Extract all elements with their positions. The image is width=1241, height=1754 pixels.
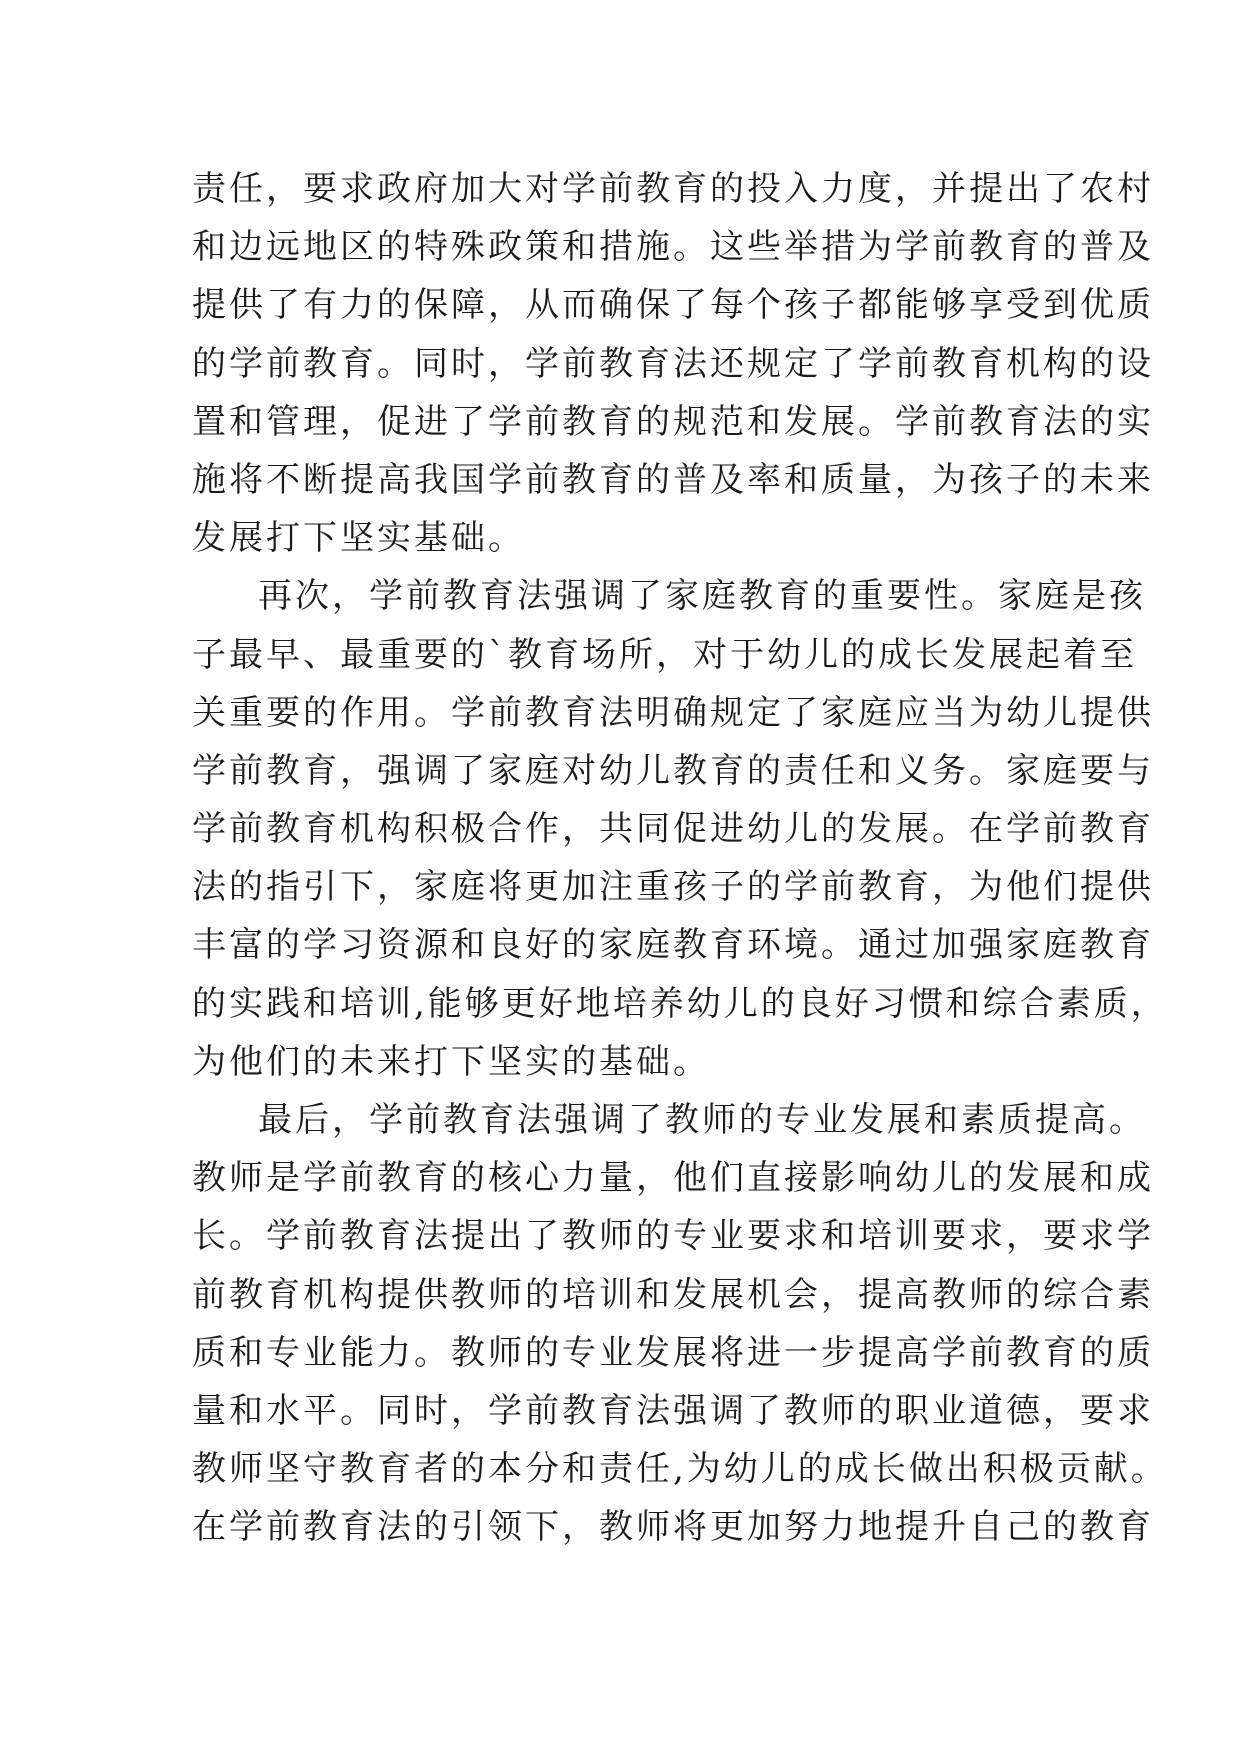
text-line: 前教育机构提供教师的培训和发展机会，提高教师的综合素: [192, 1274, 1154, 1315]
text-line: 发展打下坚实基础。: [192, 518, 525, 559]
text-line: 质和专业能力。教师的专业发展将进一步提高学前教育的质: [192, 1332, 1154, 1373]
text-line: 丰富的学习资源和良好的家庭教育环境。通过加强家庭教育: [192, 925, 1154, 966]
text-line: 学前教育机构积极合作，共同促进幼儿的发展。在学前教育: [192, 809, 1154, 850]
text-line: 关重要的作用。学前教育法明确规定了家庭应当为幼儿提供: [192, 692, 1154, 733]
text-line: 教师是学前教育的核心力量，他们直接影响幼儿的发展和成: [192, 1158, 1154, 1199]
text-line: 的学前教育。同时，学前教育法还规定了学前教育机构的设: [192, 343, 1154, 384]
paragraph-first-line: 再次，学前教育法强调了家庭教育的重要性。家庭是孩: [258, 576, 1146, 617]
text-line: 施将不断提高我国学前教育的普及率和质量，为孩子的未来: [192, 459, 1154, 500]
document-body: [192, 160, 1168, 1557]
text-line: 提供了有力的保障，从而确保了每个孩子都能够享受到优质: [192, 285, 1154, 326]
text-line: 长。学前教育法提出了教师的专业要求和培训要求，要求学: [192, 1216, 1154, 1257]
text-line: 在学前教育法的引领下，教师将更加努力地提升自己的教育: [192, 1507, 1154, 1548]
text-line: 责任，要求政府加大对学前教育的投入力度，并提出了农村: [192, 169, 1154, 209]
text-line: 法的指引下，家庭将更加注重孩子的学前教育，为他们提供: [192, 867, 1154, 908]
text-line: 量和水平。同时，学前教育法强调了教师的职业道德，要求: [192, 1390, 1154, 1431]
text-line: 为他们的未来打下坚实的基础。: [192, 1041, 710, 1082]
text-line: 子最早、最重要的`教育场所，对于幼儿的成长发展起着至: [192, 634, 1137, 675]
text-line: 和边远地区的特殊政策和措施。这些举措为学前教育的普及: [192, 227, 1154, 268]
paragraph-first-line: 最后，学前教育法强调了教师的专业发展和素质提高。: [258, 1100, 1146, 1140]
text-line: 教师坚守教育者的本分和责任,为幼儿的成长做出积极贡献。: [192, 1449, 1168, 1490]
text-line: 学前教育，强调了家庭对幼儿教育的责任和义务。家庭要与: [192, 750, 1154, 791]
text-line: 的实践和培训,能够更好地培养幼儿的良好习惯和综合素质，: [192, 983, 1168, 1024]
text-line: 置和管理，促进了学前教育的规范和发展。学前教育法的实: [192, 401, 1154, 442]
